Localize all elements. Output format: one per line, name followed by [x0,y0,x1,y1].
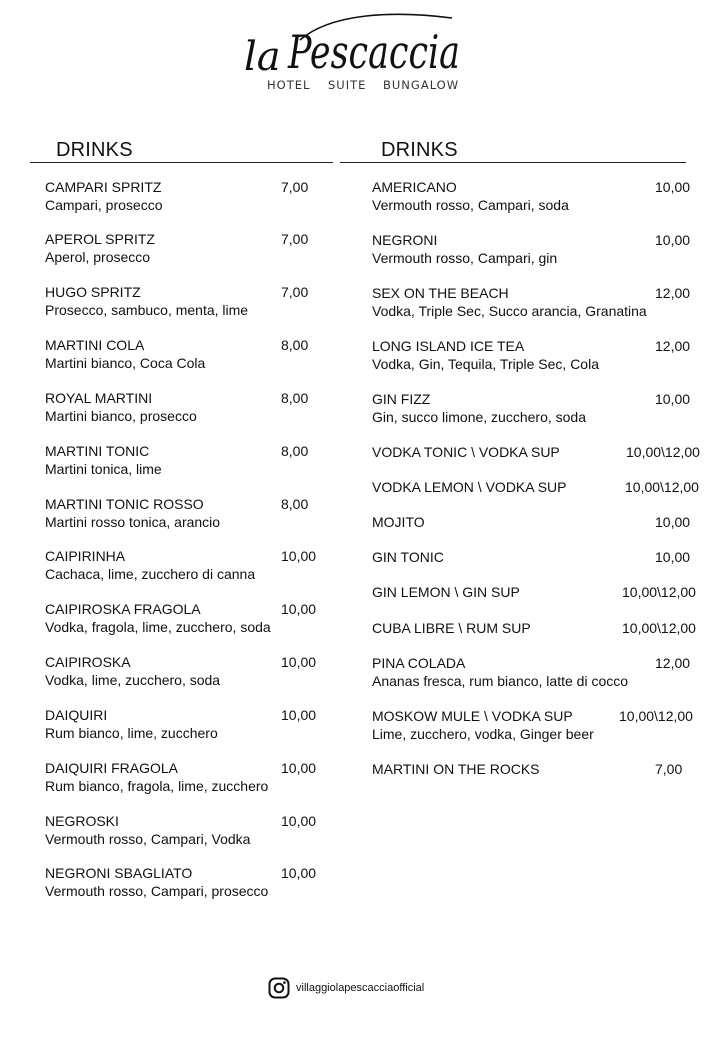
item-name: HUGO SPRITZ [45,284,141,300]
right-column-divider [340,162,686,163]
item-name: LONG ISLAND ICE TEA [372,338,525,354]
item-price: 10,00 [655,232,691,248]
item-description: Vodka, lime, zucchero, soda [45,672,221,688]
item-price: 10,00 [655,514,691,530]
brand-name-part1: la [244,34,281,80]
item-price: 10,00\12,00 [622,584,696,600]
item-description: Vermouth rosso, Campari, gin [372,250,558,266]
item-description: Vermouth rosso, Campari, Vodka [45,831,251,847]
item-price: 7,00 [655,761,683,777]
item-name: NEGRONI [372,232,438,248]
item-name: MARTINI ON THE ROCKS [372,761,540,777]
item-price: 10,00 [655,391,691,407]
item-name: DAIQUIRI [45,707,108,723]
item-name: MARTINI COLA [45,337,145,353]
item-price: 10,00 [281,601,317,617]
item-price: 10,00\12,00 [626,444,700,460]
social-footer[interactable] [268,976,424,1000]
left-column-divider [30,162,333,163]
item-price: 8,00 [281,337,309,353]
item-price: 10,00\12,00 [619,708,693,724]
item-name: CAIPIROSKA [45,654,131,670]
item-description: Ananas fresca, rum bianco, latte di cocco [372,673,629,689]
item-description: Martini bianco, prosecco [45,408,197,424]
item-name: AMERICANO [372,179,457,195]
item-price: 10,00 [655,179,691,195]
item-price: 8,00 [281,443,309,459]
item-price: 10,00 [281,654,317,670]
brand-name-part2: Pescaccia [287,25,460,79]
item-name: VODKA TONIC \ VODKA SUP [372,444,560,460]
item-name: NEGRONI SBAGLIATO [45,865,193,881]
brand-subtitle-bungalow: BUNGALOW [383,78,460,92]
item-price: 12,00 [655,655,691,671]
item-name: ROYAL MARTINI [45,390,153,406]
item-description: Vodka, Triple Sec, Succo arancia, Granatina [372,303,647,319]
item-description: Vermouth rosso, Campari, soda [372,197,569,213]
item-name: NEGROSKI [45,813,119,829]
item-name: CAIPIRINHA [45,548,126,564]
item-price: 7,00 [281,284,309,300]
item-name: CUBA LIBRE \ RUM SUP [372,620,531,636]
item-name: VODKA LEMON \ VODKA SUP [372,479,567,495]
item-name: GIN FIZZ [372,391,431,407]
item-name: CAIPIROSKA FRAGOLA [45,601,201,617]
item-price: 8,00 [281,390,309,406]
item-price: 10,00\12,00 [622,620,696,636]
item-description: Martini rosso tonica, arancio [45,514,221,530]
item-description: Rum bianco, lime, zucchero [45,725,218,741]
item-name: GIN TONIC [372,549,444,565]
item-description: Martini bianco, Coca Cola [45,355,206,371]
item-name: MOSKOW MULE \ VODKA SUP [372,708,573,724]
item-description: Cachaca, lime, zucchero di canna [45,566,256,582]
item-description: Martini tonica, lime [45,461,162,477]
item-name: SEX ON THE BEACH [372,285,509,301]
item-price: 10,00 [281,865,317,881]
item-description: Vodka, Gin, Tequila, Triple Sec, Cola [372,356,599,372]
item-name: MARTINI TONIC [45,443,150,459]
item-description: Rum bianco, fragola, lime, zucchero [45,778,269,794]
item-description: Campari, prosecco [45,197,163,213]
left-column-heading: DRINKS [56,139,133,161]
item-price: 8,00 [281,496,309,512]
item-description: Aperol, prosecco [45,249,151,265]
item-price: 10,00\12,00 [625,479,699,495]
item-price: 7,00 [281,179,309,195]
right-column-heading: DRINKS [381,139,458,161]
item-name: APEROL SPRITZ [45,231,155,247]
item-description: Gin, succo limone, zucchero, soda [372,409,586,425]
item-description: Lime, zucchero, vodka, Ginger beer [372,726,594,742]
item-name: CAMPARI SPRITZ [45,179,162,195]
item-name: GIN LEMON \ GIN SUP [372,584,520,600]
brand-subtitle-hotel: HOTEL [267,78,311,92]
instagram-handle[interactable]: villaggiolapescacciaofficial [296,982,425,994]
brand-logo [240,8,470,100]
item-name: MOJITO [372,514,425,530]
item-name: MARTINI TONIC ROSSO [45,496,204,512]
item-name: PINA COLADA [372,655,466,671]
item-price: 7,00 [281,231,309,247]
brand-subtitle-suite: SUITE [328,78,367,92]
item-description: Prosecco, sambuco, menta, lime [45,302,249,318]
instagram-icon [268,977,290,999]
item-price: 12,00 [655,338,691,354]
item-description: Vodka, fragola, lime, zucchero, soda [45,619,271,635]
item-price: 10,00 [281,760,317,776]
item-price: 10,00 [281,707,317,723]
item-price: 12,00 [655,285,691,301]
item-price: 10,00 [281,813,317,829]
item-price: 10,00 [281,548,317,564]
item-name: DAIQUIRI FRAGOLA [45,760,179,776]
item-price: 10,00 [655,549,691,565]
item-description: Vermouth rosso, Campari, prosecco [45,883,269,899]
